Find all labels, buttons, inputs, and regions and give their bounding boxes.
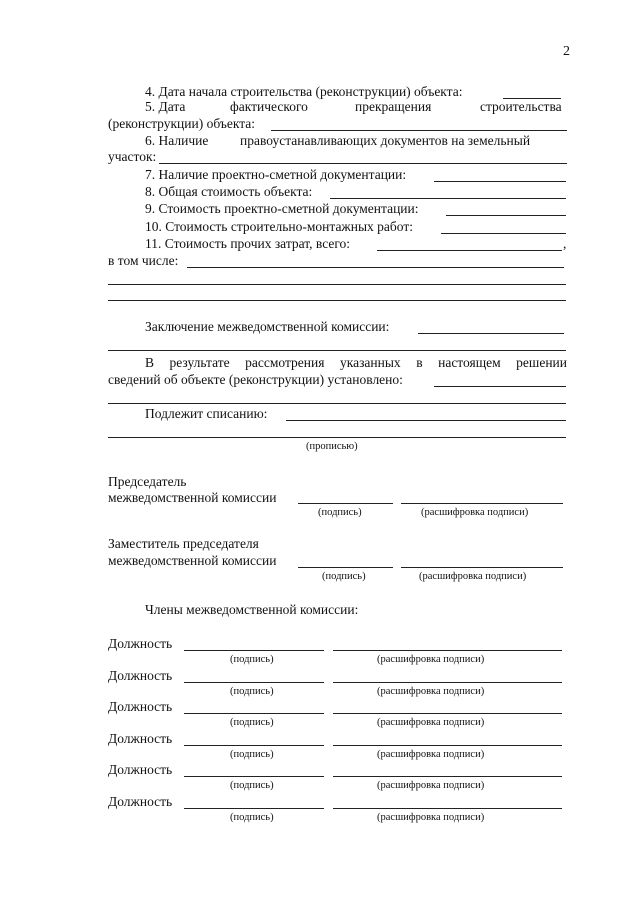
member-decode-caption: (расшифровка подписи) [377, 686, 485, 697]
member-signature-caption: (подпись) [230, 749, 274, 760]
writeoff-field[interactable] [286, 420, 566, 421]
member-signature-caption: (подпись) [230, 654, 274, 665]
member-decode-field[interactable] [333, 745, 562, 746]
item-10-field[interactable] [441, 233, 566, 234]
member-decode-caption: (расшифровка подписи) [377, 812, 485, 823]
item-5-field[interactable] [271, 130, 567, 131]
member-signature-field[interactable] [184, 650, 324, 651]
item-8-label: 8. Общая стоимость объекта: [145, 184, 313, 199]
member-signature-caption: (подпись) [230, 717, 274, 728]
member-position-label: Должность [108, 699, 173, 714]
item-5-label-b: фактического [230, 99, 308, 114]
including-blank-line-2[interactable] [108, 300, 566, 301]
result-text-b: сведений об объекте (реконструкции) установлено: [108, 372, 403, 387]
item-6-field[interactable] [159, 163, 567, 164]
item-11-label: 11. Стоимость прочих затрат, всего: [145, 236, 351, 251]
deputy-decode-field[interactable] [401, 567, 563, 568]
item-7-field[interactable] [434, 181, 566, 182]
in-words-caption: (прописью) [306, 441, 358, 452]
member-signature-field[interactable] [184, 745, 324, 746]
member-signature-field[interactable] [184, 713, 324, 714]
member-signature-caption: (подпись) [230, 812, 274, 823]
item-11-comma: , [563, 236, 567, 251]
item-6-label-cont: участок: [108, 149, 157, 164]
members-title: Члены межведомственной комиссии: [145, 602, 359, 617]
including-field[interactable] [187, 267, 564, 268]
item-5-label-d: строительства [480, 99, 562, 114]
member-signature-caption: (подпись) [230, 780, 274, 791]
member-position-label: Должность [108, 668, 173, 683]
member-signature-field[interactable] [184, 682, 324, 683]
member-decode-caption: (расшифровка подписи) [377, 780, 485, 791]
chairman-signature-field[interactable] [298, 503, 393, 504]
item-4-label: 4. Дата начала строительства (реконструкции) объекта: [145, 84, 463, 99]
member-position-label: Должность [108, 731, 173, 746]
deputy-title: Заместитель председателя [108, 536, 259, 551]
item-9-field[interactable] [446, 215, 566, 216]
chairman-decode-caption: (расшифровка подписи) [421, 507, 529, 518]
member-position-label: Должность [108, 794, 173, 809]
item-11-field[interactable] [377, 250, 562, 251]
item-6-label-b: правоустанавливающих документов на земельный [240, 133, 531, 148]
item-9-label: 9. Стоимость проектно-сметной документации: [145, 201, 419, 216]
member-decode-caption: (расшифровка подписи) [377, 654, 485, 665]
including-blank-line-1[interactable] [108, 284, 566, 285]
member-decode-field[interactable] [333, 808, 562, 809]
item-6-label-a: 6. Наличие [145, 133, 209, 148]
member-signature-field[interactable] [184, 808, 324, 809]
member-position-label: Должность [108, 636, 173, 651]
writeoff-blank-line[interactable] [108, 437, 566, 438]
item-10-label: 10. Стоимость строительно-монтажных работ: [145, 219, 414, 234]
member-signature-caption: (подпись) [230, 686, 274, 697]
result-text-a: В результате рассмотрения указанных в настоящем решении [145, 355, 567, 370]
deputy-decode-caption: (расшифровка подписи) [419, 571, 527, 582]
member-position-label: Должность [108, 762, 173, 777]
chairman-signature-caption: (подпись) [318, 507, 362, 518]
including-label: в том числе: [108, 253, 179, 268]
member-signature-field[interactable] [184, 776, 324, 777]
chairman-commission: межведомственной комиссии [108, 490, 277, 505]
member-decode-field[interactable] [333, 776, 562, 777]
chairman-title: Председатель [108, 474, 187, 489]
deputy-signature-field[interactable] [298, 567, 393, 568]
member-decode-caption: (расшифровка подписи) [377, 717, 485, 728]
conclusion-blank-line[interactable] [108, 350, 566, 351]
item-8-field[interactable] [330, 198, 566, 199]
writeoff-label: Подлежит списанию: [145, 406, 268, 421]
result-blank-line[interactable] [108, 403, 566, 404]
chairman-decode-field[interactable] [401, 503, 563, 504]
result-field[interactable] [434, 386, 566, 387]
member-decode-field[interactable] [333, 650, 562, 651]
item-7-label: 7. Наличие проектно-сметной документации: [145, 167, 407, 182]
conclusion-label: Заключение межведомственной комиссии: [145, 319, 390, 334]
item-5-label-cont: (реконструкции) объекта: [108, 116, 256, 131]
member-decode-field[interactable] [333, 682, 562, 683]
deputy-commission: межведомственной комиссии [108, 553, 277, 568]
deputy-signature-caption: (подпись) [322, 571, 366, 582]
member-decode-field[interactable] [333, 713, 562, 714]
page-number: 2 [563, 44, 570, 59]
item-5-label-c: прекращения [355, 99, 432, 114]
conclusion-field[interactable] [418, 333, 564, 334]
member-decode-caption: (расшифровка подписи) [377, 749, 485, 760]
item-5-label-a: 5. Дата [145, 99, 186, 114]
